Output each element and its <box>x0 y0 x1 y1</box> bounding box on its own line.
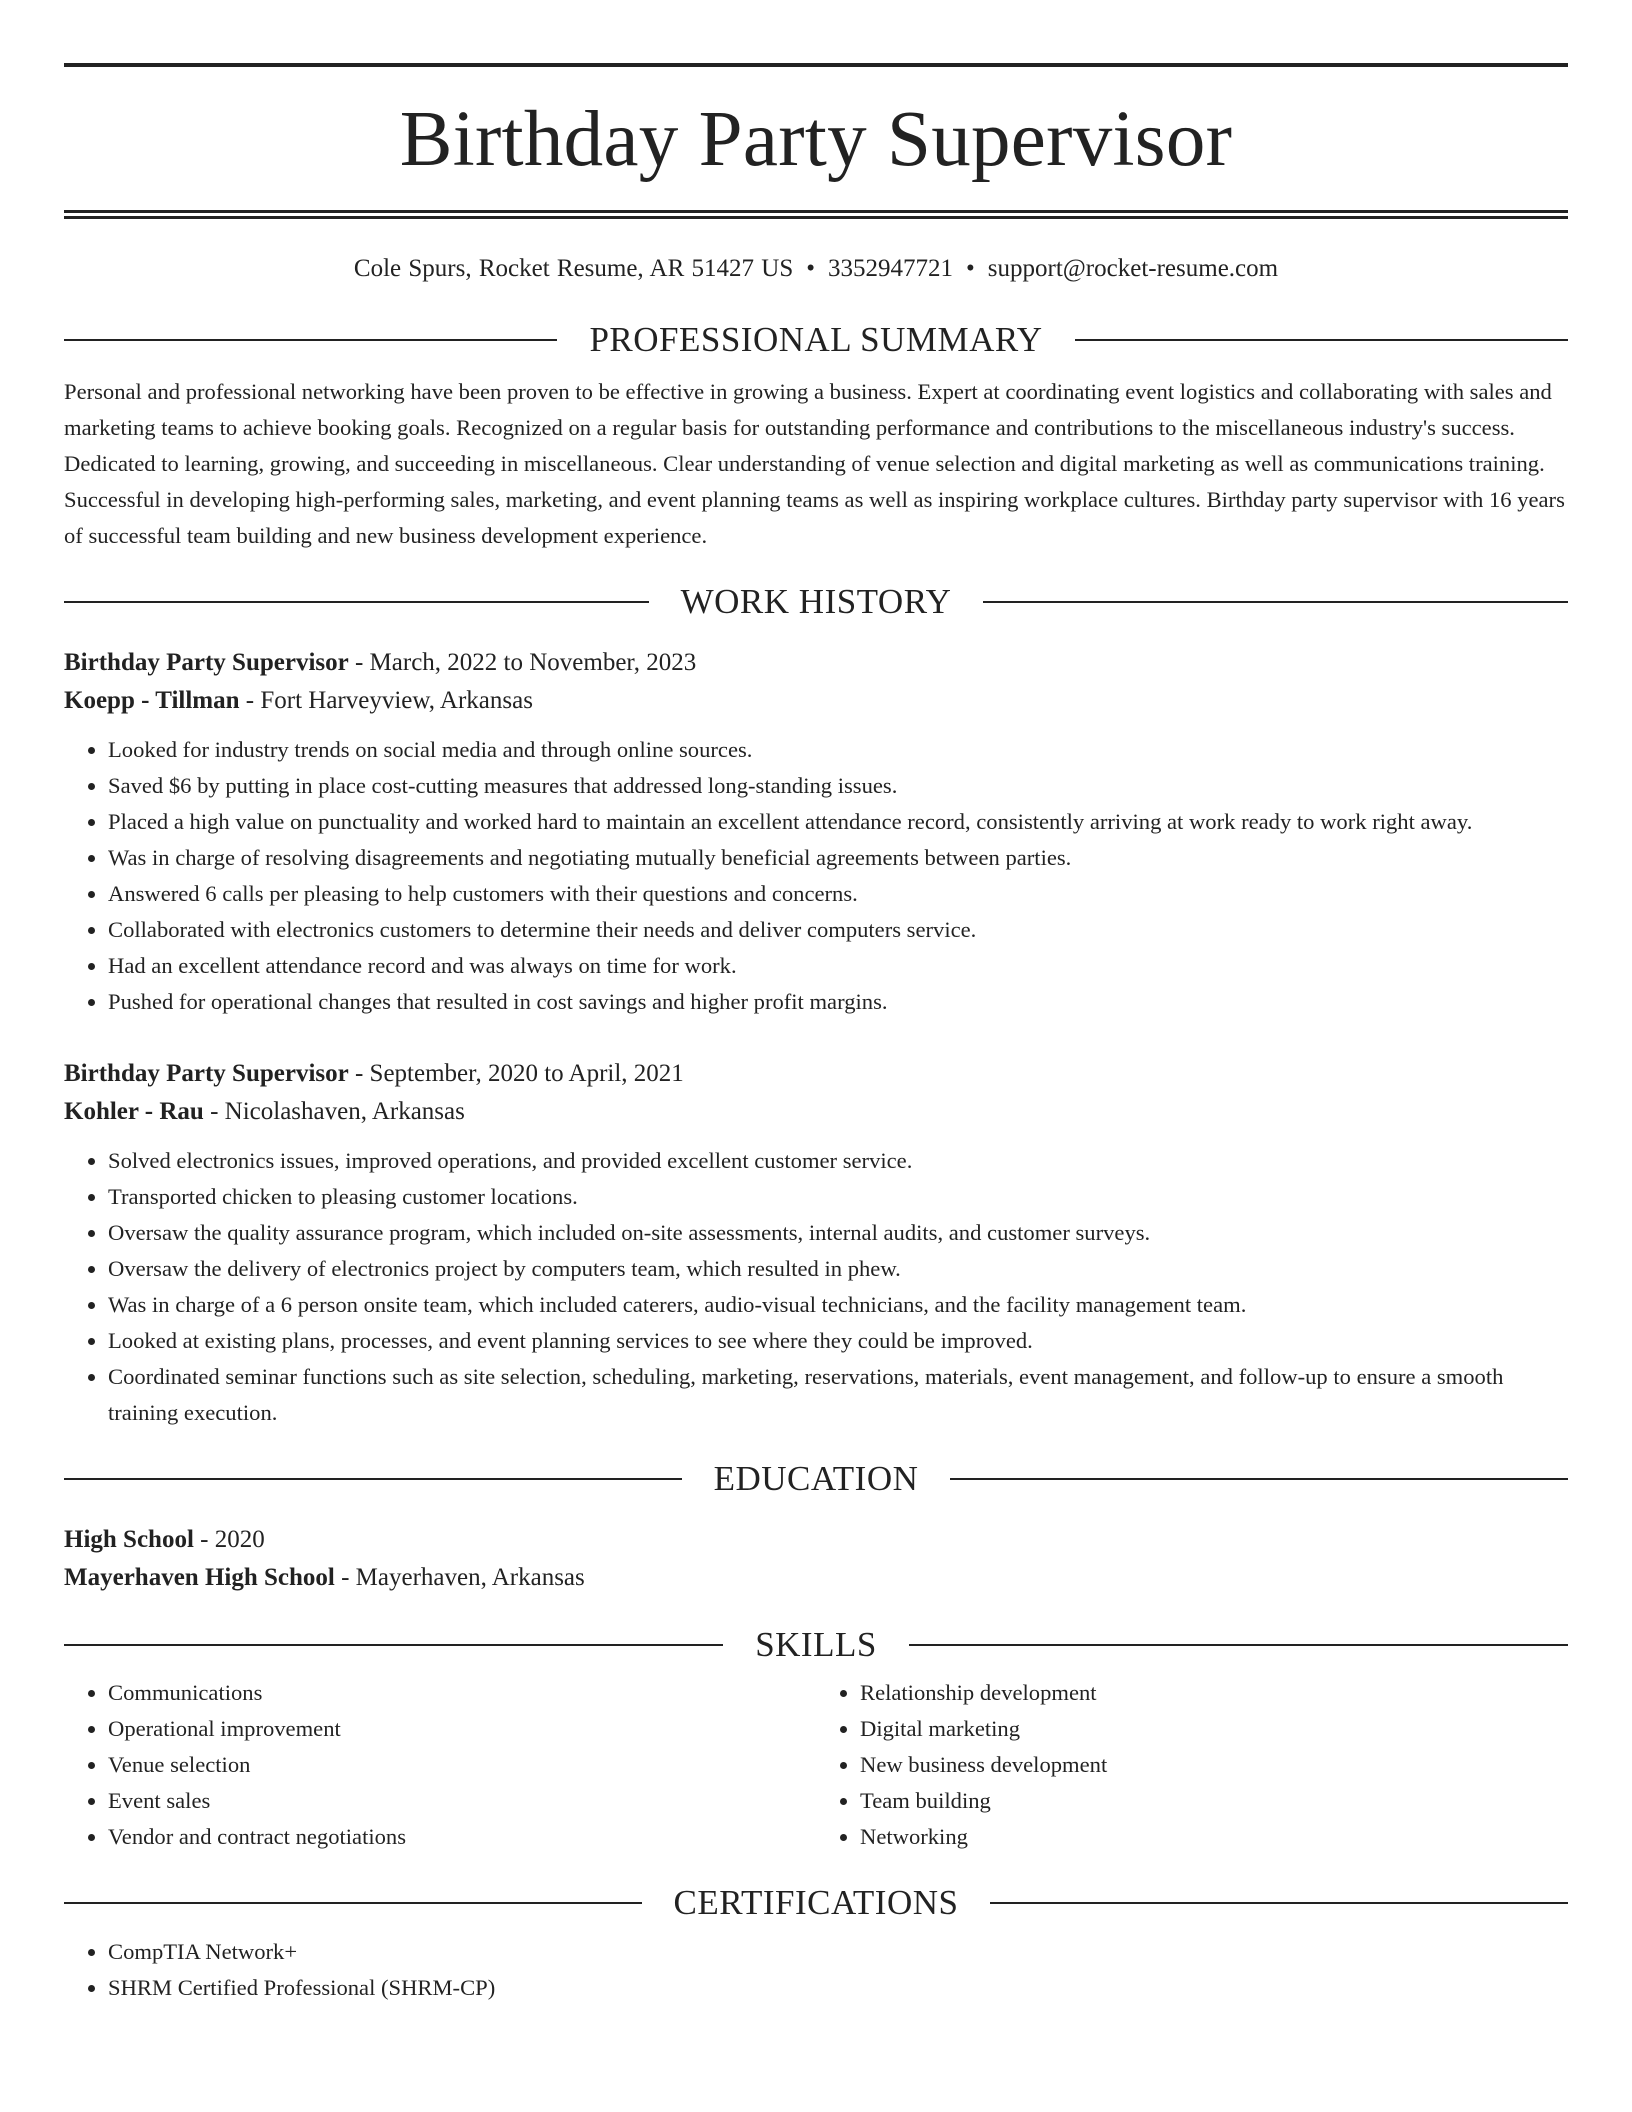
heading-rule <box>64 1902 642 1904</box>
heading-rule <box>983 601 1568 603</box>
section-heading-certifications <box>64 1885 1568 1920</box>
education-year: - 2020 <box>193 1526 265 1553</box>
education-location: - Mayerhaven, Arkansas <box>334 1564 585 1591</box>
list-item: • Event sales <box>108 1783 816 1819</box>
education-degree: High School <box>64 1526 194 1553</box>
heading-rule <box>909 1644 1568 1646</box>
list-item: • Looked at existing plans, processes, and event planning services to see where they could be improved. <box>108 1323 1568 1359</box>
heading-rule <box>64 339 557 341</box>
certifications-list <box>64 1934 1568 2006</box>
contact-email: support@rocket-resume.com <box>987 255 1279 282</box>
resume-title: Birthday Party Supervisor <box>399 96 1233 183</box>
job-location: - Nicolashaven, Arkansas <box>203 1098 465 1125</box>
section-heading-summary <box>64 322 1568 357</box>
list-item: • Was in charge of a 6 person onsite team, which included caterers, audio-visual technicians, and the facility management team. <box>108 1287 1568 1323</box>
list-item: • Coordinated seminar functions such as site selection, scheduling, marketing, reservations, materials, event management, and follow-up to ensure a smooth training execution. <box>108 1359 1568 1431</box>
job-location: - Fort Harveyview, Arkansas <box>239 687 533 714</box>
list-item: • Digital marketing <box>860 1711 1568 1747</box>
contact-address: Cole Spurs, Rocket Resume, AR 51427 US <box>353 255 794 282</box>
list-item: • Networking <box>860 1819 1568 1855</box>
job-bullets <box>64 732 1568 1020</box>
job-title-line <box>64 644 1568 682</box>
section-title: CERTIFICATIONS <box>673 1883 959 1922</box>
job-entry <box>64 644 1568 1020</box>
list-item: • Pushed for operational changes that resulted in cost savings and higher profit margins. <box>108 984 1568 1020</box>
list-item: • Communications <box>108 1675 816 1711</box>
list-item: • Solved electronics issues, improved operations, and provided excellent customer service. <box>108 1143 1568 1179</box>
list-item: • Vendor and contract negotiations <box>108 1819 816 1855</box>
job-title-line <box>64 1055 1568 1093</box>
list-item: • Answered 6 calls per pleasing to help customers with their questions and concerns. <box>108 876 1568 912</box>
skills-column-right <box>816 1675 1568 1855</box>
list-item: • Oversaw the delivery of electronics project by computers team, which resulted in phew. <box>108 1251 1568 1287</box>
section-title: PROFESSIONAL SUMMARY <box>589 320 1043 359</box>
job-bullets <box>64 1143 1568 1431</box>
heading-rule <box>990 1902 1568 1904</box>
skills-column-left <box>64 1675 816 1855</box>
section-heading-work-history <box>64 584 1568 619</box>
title-double-rule <box>64 210 1568 219</box>
section-title: EDUCATION <box>713 1459 919 1498</box>
skills-list <box>64 1675 1568 1855</box>
job-dates: - September, 2020 to April, 2021 <box>348 1060 684 1087</box>
heading-rule <box>64 601 649 603</box>
job-company-line <box>64 682 1568 720</box>
heading-rule <box>64 1478 682 1480</box>
section-title: WORK HISTORY <box>680 582 952 621</box>
job-title: Birthday Party Supervisor <box>64 649 349 676</box>
education-school-line <box>64 1559 1568 1597</box>
contact-phone: 3352947721 <box>828 255 954 282</box>
education-entry <box>64 1521 1568 1597</box>
heading-rule <box>1075 339 1568 341</box>
education-school: Mayerhaven High School <box>64 1564 335 1591</box>
heading-rule <box>64 1644 723 1646</box>
list-item: • Saved $6 by putting in place cost-cutting measures that addressed long-standing issues. <box>108 768 1568 804</box>
contact-line <box>64 254 1568 284</box>
top-rule <box>64 63 1568 67</box>
list-item: • Relationship development <box>860 1675 1568 1711</box>
education-degree-line <box>64 1521 1568 1559</box>
list-item: • Team building <box>860 1783 1568 1819</box>
job-entry <box>64 1055 1568 1431</box>
list-item: • Venue selection <box>108 1747 816 1783</box>
job-dates: - March, 2022 to November, 2023 <box>348 649 697 676</box>
list-item: • Collaborated with electronics customers to determine their needs and deliver computers service. <box>108 912 1568 948</box>
certifications-bullets <box>64 1934 1568 2006</box>
contact-separator: • <box>966 255 975 282</box>
list-item: • Had an excellent attendance record and was always on time for work. <box>108 948 1568 984</box>
list-item: • CompTIA Network+ <box>108 1934 1568 1970</box>
list-item: • Placed a high value on punctuality and worked hard to maintain an excellent attendance record, consistently arriving at work ready to work right away. <box>108 804 1568 840</box>
summary-text: Personal and professional networking have been proven to be effective in growing a business. Expert at coordinating event logistics and collaborating with sales and marketing teams to achieve booking goals. Recognized on a regular basis for outstanding performance and contributions to the miscellaneous industry's success. Dedicated to learning, growing, and succeeding in miscellaneous. Clear understanding of venue selection and digital marketing as well as communications training. Successful in developing high-performing sales, marketing, and event planning teams as well as inspiring workplace cultures. Birthday party supervisor with 16 years of successful team building and new business development experience. <box>64 379 1565 548</box>
job-company-line <box>64 1093 1568 1131</box>
job-title: Birthday Party Supervisor <box>64 1060 349 1087</box>
list-item: • Looked for industry trends on social media and through online sources. <box>108 732 1568 768</box>
job-company: Kohler - Rau <box>64 1098 204 1125</box>
heading-rule <box>950 1478 1568 1480</box>
list-item: • New business development <box>860 1747 1568 1783</box>
section-heading-education <box>64 1461 1568 1496</box>
job-company: Koepp - Tillman <box>64 687 240 714</box>
section-title: SKILLS <box>755 1625 877 1664</box>
list-item: • Transported chicken to pleasing customer locations. <box>108 1179 1568 1215</box>
contact-separator: • <box>806 255 816 282</box>
list-item: • SHRM Certified Professional (SHRM-CP) <box>108 1970 1568 2006</box>
section-heading-skills <box>64 1627 1568 1662</box>
list-item: • Was in charge of resolving disagreements and negotiating mutually beneficial agreements between parties. <box>108 840 1568 876</box>
list-item: • Oversaw the quality assurance program, which included on-site assessments, internal audits, and customer surveys. <box>108 1215 1568 1251</box>
list-item: • Operational improvement <box>108 1711 816 1747</box>
